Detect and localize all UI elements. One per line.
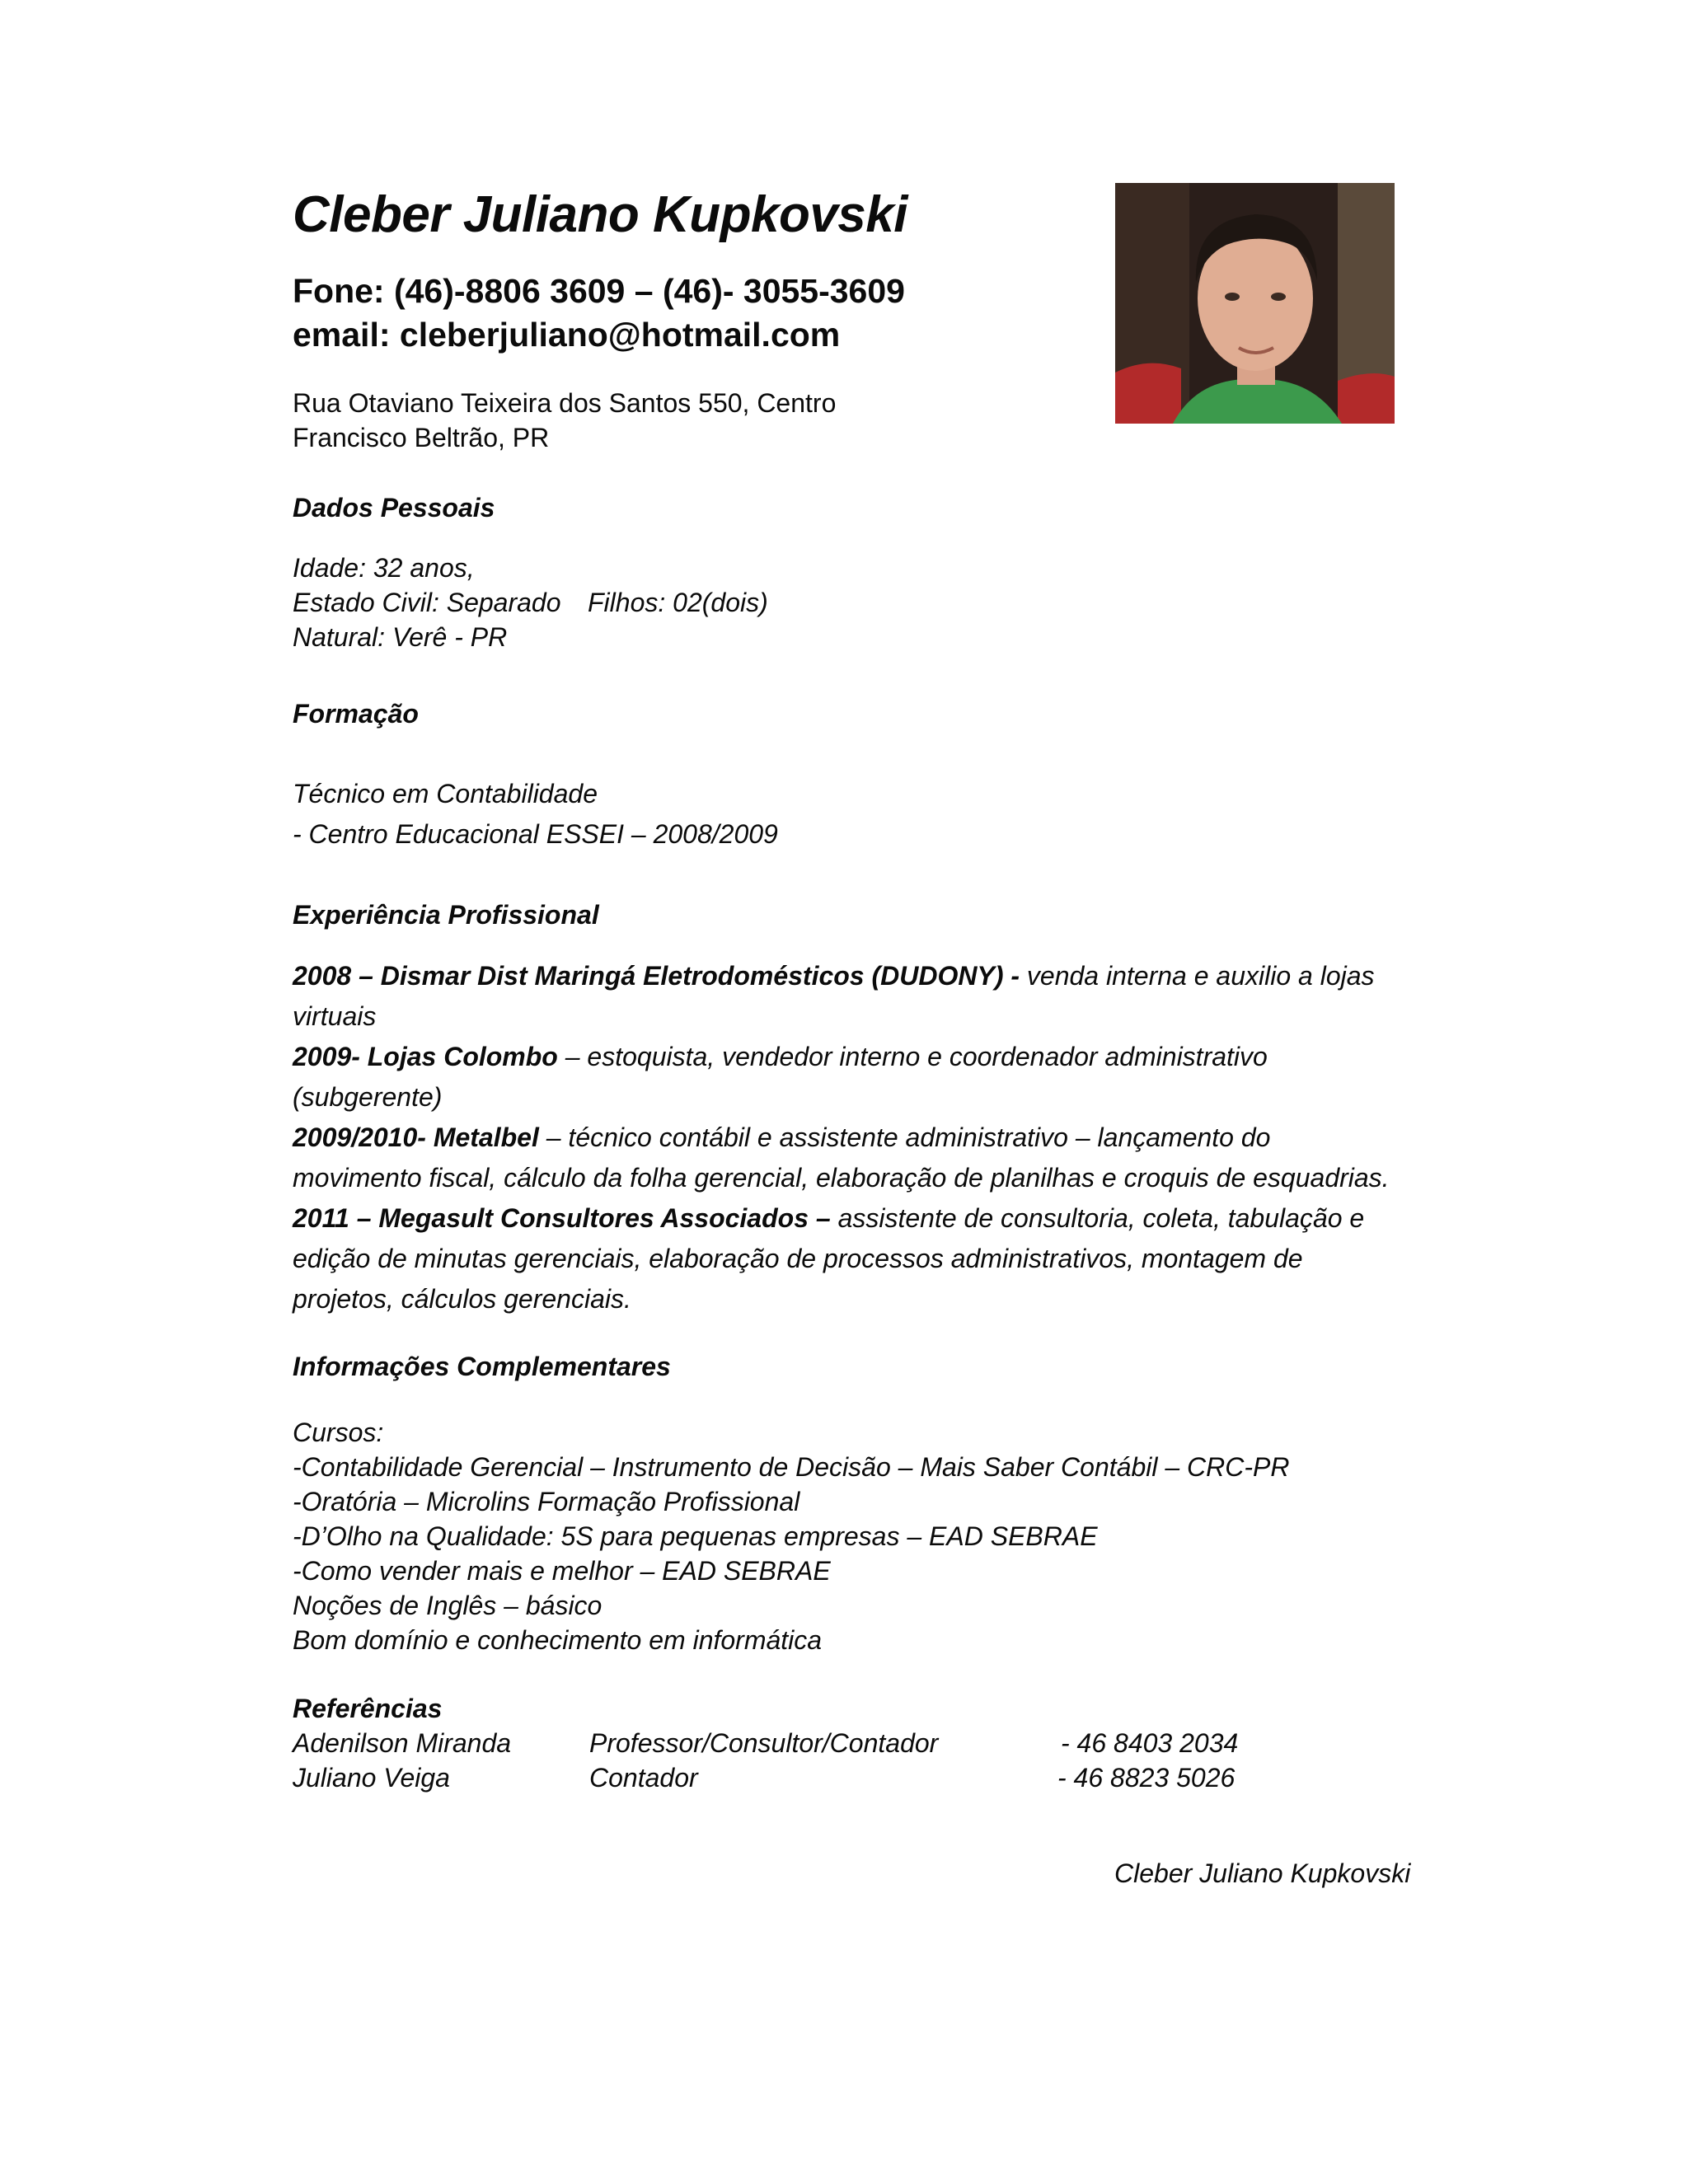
phone-line: Fone: (46)-8806 3609 – (46)- 3055-3609 bbox=[293, 272, 905, 310]
reference-role: Professor/Consultor/Contador bbox=[589, 1728, 939, 1758]
experience-entry bbox=[293, 1037, 1401, 1118]
experience-heading: 2011 – Megasult Consultores Associados – bbox=[293, 1203, 831, 1233]
reference-name: Adenilson Miranda bbox=[293, 1728, 512, 1758]
section-title-personal: Dados Pessoais bbox=[293, 493, 495, 523]
additional-line: -Como vender mais e melhor – EAD SEBRAE bbox=[293, 1556, 831, 1586]
personal-children: Filhos: 02(dois) bbox=[588, 588, 768, 617]
education-school: - Centro Educacional ESSEI – 2008/2009 bbox=[293, 819, 778, 849]
reference-name: Juliano Veiga bbox=[293, 1763, 450, 1793]
address-line-1: Rua Otaviano Teixeira dos Santos 550, Centro bbox=[293, 388, 837, 418]
experience-text: assistente de consultoria, coleta, tabulação e edição de minutas gerenciais, elaboração de processos administrativos, montagem de projetos, cálculos gerenciais. bbox=[293, 1203, 1365, 1314]
additional-line: Noções de Inglês – básico bbox=[293, 1591, 603, 1620]
additional-line: Bom domínio e conhecimento em informática bbox=[293, 1625, 823, 1655]
experience-entry bbox=[293, 956, 1401, 1037]
experience-entry bbox=[293, 1198, 1401, 1319]
candidate-name: Cleber Juliano Kupkovski bbox=[293, 186, 907, 243]
profile-photo bbox=[1115, 183, 1395, 424]
reference-role: Contador bbox=[589, 1763, 698, 1793]
signature: Cleber Juliano Kupkovski bbox=[1114, 1858, 1411, 1888]
additional-line: -D’Olho na Qualidade: 5S para pequenas empresas – EAD SEBRAE bbox=[293, 1521, 1098, 1551]
personal-civil-status: Estado Civil: Separado bbox=[293, 588, 561, 617]
section-title-additional: Informações Complementares bbox=[293, 1352, 671, 1381]
experience-heading: 2009- Lojas Colombo bbox=[293, 1042, 558, 1071]
reference-phone: - 46 8403 2034 bbox=[1061, 1728, 1239, 1758]
section-title-education: Formação bbox=[293, 699, 419, 729]
personal-age: Idade: 32 anos, bbox=[293, 553, 475, 583]
additional-line: -Contabilidade Gerencial – Instrumento de Decisão – Mais Saber Contábil – CRC-PR bbox=[293, 1452, 1290, 1482]
additional-line: Cursos: bbox=[293, 1418, 384, 1447]
experience-text: – técnico contábil e assistente administrativo – lançamento do movimento fiscal, cálculo da folha gerencial, elaboração de planilhas e croquis de esquadrias. bbox=[293, 1122, 1390, 1193]
section-title-references: Referências bbox=[293, 1694, 443, 1723]
experience-heading: 2008 – Dismar Dist Maringá Eletrodomésticos (DUDONY) - bbox=[293, 961, 1020, 991]
address-line-2: Francisco Beltrão, PR bbox=[293, 423, 550, 452]
experience-text: venda interna e auxilio a lojas virtuais bbox=[293, 961, 1375, 1031]
experience-entry bbox=[293, 1118, 1401, 1198]
experience-heading: 2009/2010- Metalbel bbox=[293, 1122, 539, 1152]
education-course: Técnico em Contabilidade bbox=[293, 779, 598, 808]
section-title-experience: Experiência Profissional bbox=[293, 900, 599, 930]
personal-natural: Natural: Verê - PR bbox=[293, 622, 508, 652]
email-line: email: cleberjuliano@hotmail.com bbox=[293, 316, 841, 354]
experience-list bbox=[293, 956, 1401, 1319]
additional-line: -Oratória – Microlins Formação Profissional bbox=[293, 1487, 800, 1516]
experience-text: – estoquista, vendedor interno e coordenador administrativo (subgerente) bbox=[293, 1042, 1268, 1112]
reference-phone: - 46 8823 5026 bbox=[1057, 1763, 1236, 1793]
